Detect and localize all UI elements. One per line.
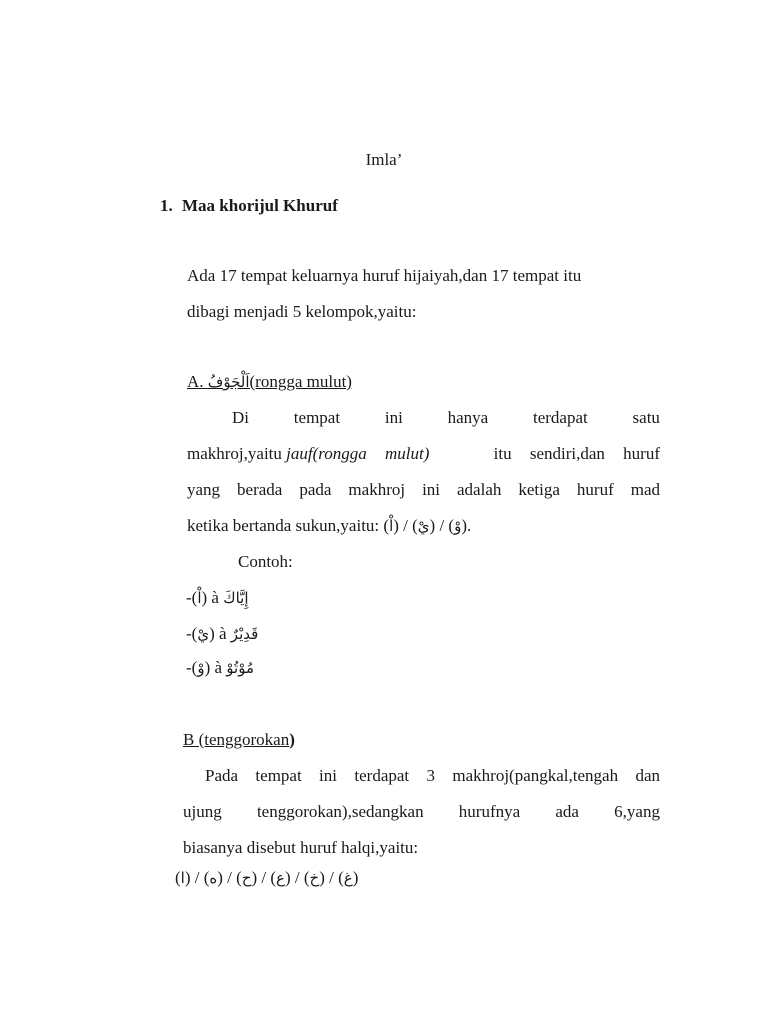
text: ) / ( xyxy=(393,516,418,535)
word: hanya xyxy=(447,408,489,427)
word: satu xyxy=(632,408,660,427)
word: tenggorokan),sedangkan xyxy=(256,802,424,821)
word: terdapat xyxy=(533,408,588,427)
section-number: 1. xyxy=(160,196,173,215)
word: Di xyxy=(232,408,249,427)
example-word: مُوْتُوْ xyxy=(226,659,255,677)
word: ini xyxy=(384,408,403,427)
section-b-heading-text: B (tenggorokan xyxy=(183,730,290,749)
example-line xyxy=(186,624,258,644)
text: ketika bertanda sukun,yaitu: ( xyxy=(187,516,390,535)
section-a-line-4 xyxy=(187,508,660,544)
example-word: إِيَّاكَ xyxy=(223,589,249,607)
example-line xyxy=(186,588,249,608)
example-arrow: ) à xyxy=(209,624,227,643)
section-a-suffix: (rongga mulut) xyxy=(249,372,352,391)
intro-line-2: dibagi menjadi 5 kelompok,yaitu: xyxy=(187,302,417,321)
arabic-letter: ا xyxy=(180,869,185,887)
arabic-letter: اْ xyxy=(389,517,394,535)
line-2-left xyxy=(187,436,429,472)
section-a-paragraph xyxy=(187,400,660,544)
text: makhroj,yaitu xyxy=(187,444,282,463)
arabic-letter: ح xyxy=(241,869,252,887)
intro-paragraph xyxy=(187,258,660,330)
example-word: قَدِيْرٌ xyxy=(230,625,259,643)
section-a-arabic: اَلْجَوْفُ xyxy=(207,373,250,391)
section-b-line-1: Pada tempat ini terdapat 3 makhroj(pangkal,tengah dan xyxy=(205,766,660,785)
example-prefix: -( xyxy=(186,658,198,677)
example-letter: يْ xyxy=(197,625,210,643)
halqi-letters: (ا) / (ه) / (ح) / (ع) / (خ) / (غ) xyxy=(175,868,359,887)
example-arrow: ) à xyxy=(201,588,219,607)
section-b-heading-paren: ) xyxy=(289,730,295,749)
intro-line-1: Ada 17 tempat keluarnya huruf hijaiyah,dan 17 tempat itu xyxy=(187,266,582,285)
section-b-line-2 xyxy=(183,794,660,830)
word: hurufnya xyxy=(458,802,521,821)
text: ). xyxy=(461,516,472,535)
section-a-line-3: yang berada pada makhroj ini adalah ketiga huruf mad xyxy=(187,480,660,499)
section-a-heading xyxy=(187,372,352,392)
section-b-paragraph xyxy=(183,758,660,866)
section-a-prefix: A. xyxy=(187,372,204,391)
example-prefix: -( xyxy=(186,624,198,643)
page-title: Imla’ xyxy=(365,150,403,169)
contoh-label: Contoh: xyxy=(238,552,293,571)
section-heading xyxy=(160,196,338,216)
word: 6,yang xyxy=(614,802,660,821)
example-letter: وْ xyxy=(197,659,205,677)
example-letter: اْ xyxy=(197,589,202,607)
arabic-letter: وْ xyxy=(454,517,462,535)
section-b-line-3: biasanya disebut huruf halqi,yaitu: xyxy=(183,838,419,857)
example-prefix: -( xyxy=(186,588,198,607)
text: ) / ( xyxy=(429,516,455,535)
italic-term: jauf(rongga mulut) xyxy=(286,444,430,463)
word: ada xyxy=(555,802,579,821)
example-arrow: ) à xyxy=(204,658,223,677)
section-b-heading xyxy=(183,730,295,750)
arabic-letter: خ xyxy=(309,869,320,887)
section-heading-text: Maa khorijul Khuruf xyxy=(182,196,338,215)
arabic-letter: غ xyxy=(343,869,353,887)
arabic-letter: يْ xyxy=(417,517,430,535)
word: tempat xyxy=(293,408,341,427)
arabic-letter: ه xyxy=(209,869,218,887)
word: ujung xyxy=(183,802,222,821)
example-line xyxy=(186,658,254,678)
section-a-line-2 xyxy=(187,436,660,472)
section-a-line-1 xyxy=(187,400,660,436)
line-2-right: itu sendiri,dan huruf xyxy=(493,444,660,463)
arabic-letter: ع xyxy=(276,869,285,887)
